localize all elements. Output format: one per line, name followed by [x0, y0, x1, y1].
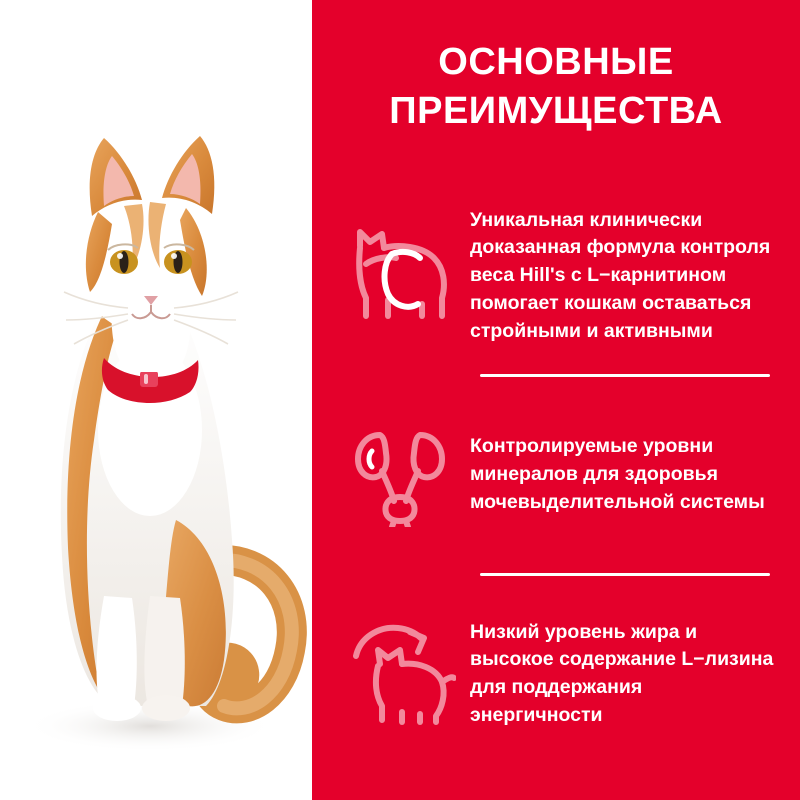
benefits-panel — [312, 0, 800, 800]
active-cat-energy-icon — [334, 620, 466, 728]
cat-photo-panel — [0, 0, 312, 800]
benefit-item — [312, 178, 800, 374]
benefit-text: Уникальная клинически доказанная формула контроля веса Hill's с L−карнитином помогает кошкам оставаться стройными и активными — [470, 208, 771, 342]
cat-weight-control-icon — [334, 224, 466, 328]
cat-photo — [0, 0, 312, 800]
benefit-item — [312, 576, 800, 772]
benefit-text: Контролируемые уровни минералов для здоровья мочевыделительной системы — [470, 435, 765, 513]
headline-line-2: ПРЕИМУЩЕСТВА — [389, 89, 723, 132]
benefits-list — [312, 178, 800, 772]
headline-line-1: ОСНОВНЫЕ — [438, 41, 674, 83]
benefit-text: Низкий уровень жира и высокое содержание L−лизина для поддержания энергичности — [470, 620, 774, 726]
kidneys-urinary-icon — [334, 423, 466, 527]
benefit-item — [312, 377, 800, 573]
page-title — [312, 38, 800, 135]
